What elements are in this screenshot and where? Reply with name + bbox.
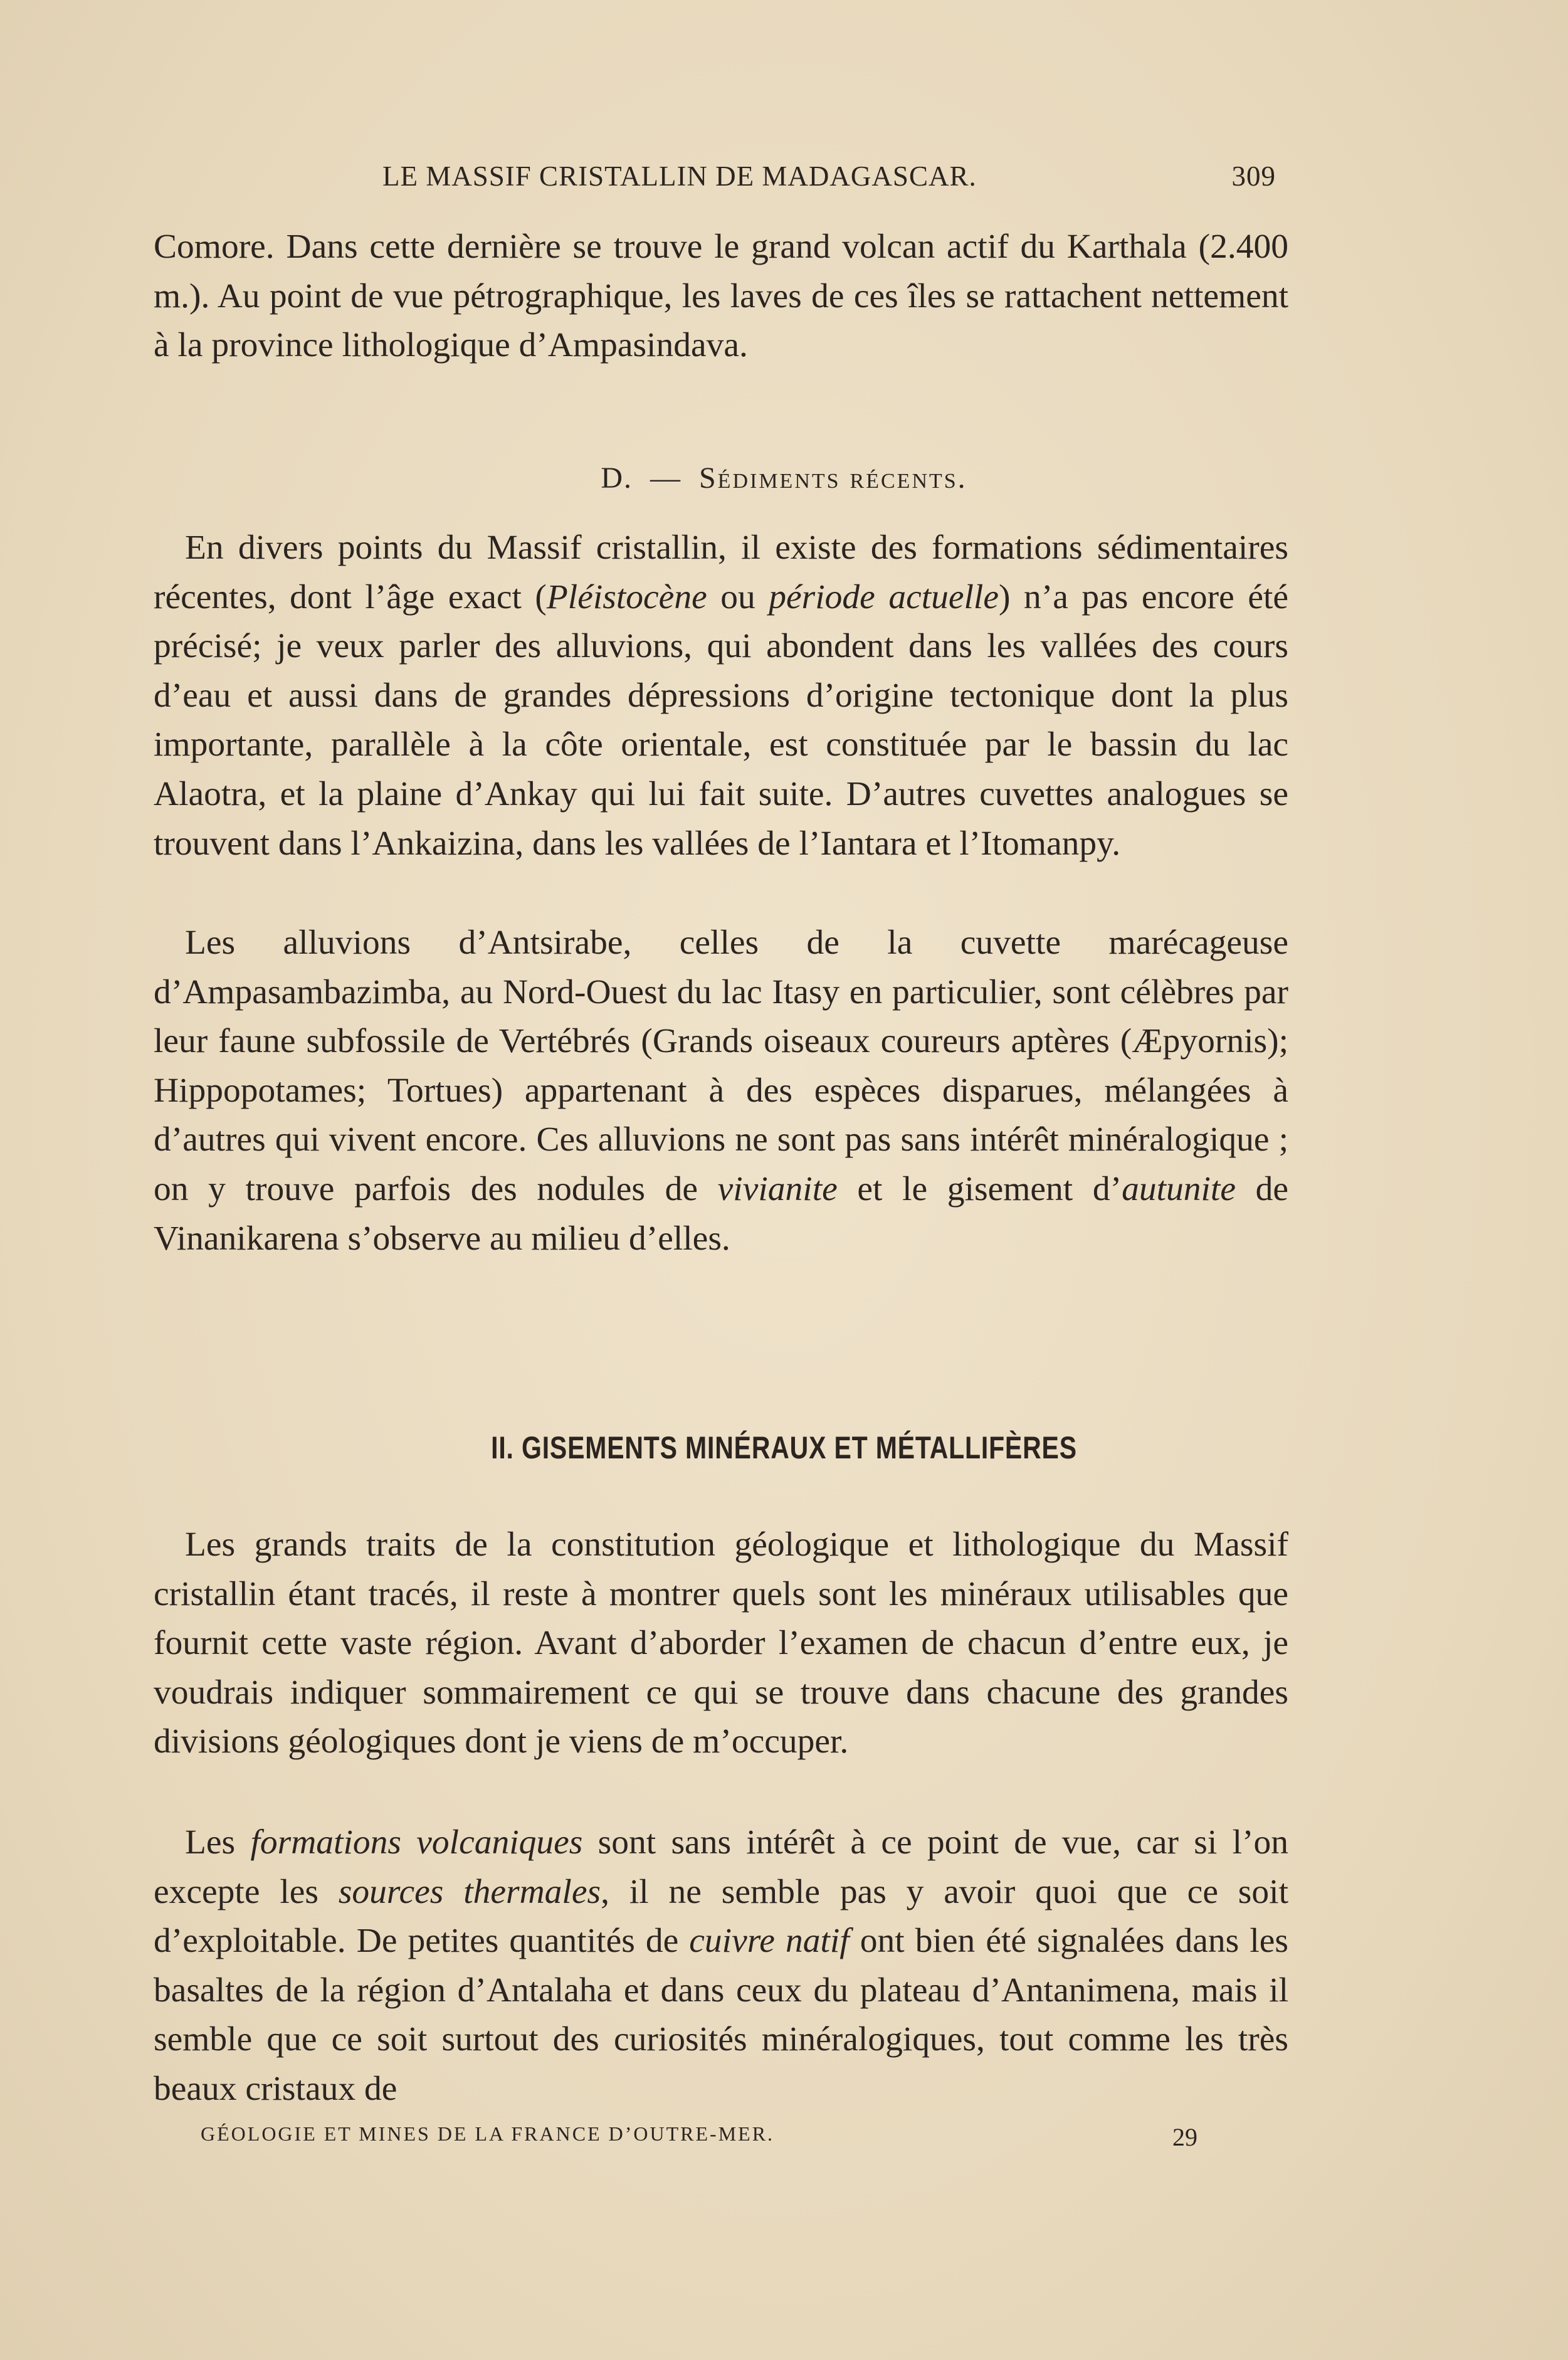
italic-term: vivianite (717, 1169, 838, 1208)
footer (201, 2122, 1197, 2154)
italic-term: formations volcaniques (250, 1823, 583, 1862)
italic-term: période actuelle (769, 577, 999, 616)
text-segment: ont bien été signalées dans les basaltes de la région d’Antalaha et dans ceux du plateau d’Antanimena, mais il semble que ce soit surtout des curiosités minéralogiques, tout comme les très beaux cristaux de (154, 1922, 1288, 2108)
paragraph-text: Les grands traits de la constitution géologique et lithologique du Massif cristallin étant tracés, il reste à montrer quels sont les minéraux utilisables que fournit cette vaste région. Avant d’aborder l’examen de chacun d’entre eux, je voudrais indiquer sommairement ce qui se trouve dans chacune des grandes divisions géologiques dont je viens de m’occuper. (154, 1525, 1288, 1761)
paragraph-volcaniques (154, 1818, 1288, 2114)
running-title: LE MASSIF CRISTALLIN DE MADAGASCAR. (382, 161, 977, 192)
italic-term: Pléistocène (546, 577, 707, 616)
paragraph-text: Comore. Dans cette dernière se trouve le grand volcan actif du Karthala (2.400 m.). Au point de vue pétrographique, les laves de ces îles se rattachent nettement à la province lithologique d’Ampasindava. (154, 228, 1288, 365)
page-number: 309 (1231, 161, 1276, 192)
text-segment: sont sans intérêt à ce point de vue, car si l’on excepte les (154, 1823, 1288, 1911)
text-segment: , il ne semble pas y avoir quoi que ce soit d’exploitable. De petites quantités de (154, 1872, 1288, 1961)
text-segment: En divers points du Massif cristallin, il existe des formations sédimentaires récentes, dont l’âge exact ( (154, 529, 1288, 616)
section-heading-d (0, 461, 1568, 495)
text-segment: ou (707, 577, 769, 616)
italic-term: cuivre natif (689, 1922, 850, 1961)
paragraph-sediments (154, 524, 1288, 868)
section-dash: — (650, 461, 681, 495)
italic-term: autunite (1122, 1169, 1236, 1208)
text-segment: Les alluvions d’Antsirabe, celles de la cuvette marécageuse d’Ampasambazimba, au Nord-Ouest du lac Itasy en particulier, sont célèbres par leur faune subfossile de Vertébrés (Grands oiseaux coureurs aptères (Æpyornis); Hippopotames; Tortues) appartenant à des espèces disparues, mélangées à d’autres qui vivent encore. Ces alluvions ne sont pas sans intérêt minéralogique ; on y trouve parfois des nodules de (154, 924, 1288, 1208)
paragraph-alluvions (154, 919, 1288, 1263)
text-segment: de Vinanikarena s’observe au milieu d’elles. (154, 1169, 1288, 1258)
text-segment: Les (185, 1823, 251, 1862)
signature-mark: 29 (1172, 2123, 1197, 2151)
paragraph-comore (154, 223, 1288, 371)
text-segment: ) n’a pas encore été précisé; je veux parler des alluvions, qui abondent dans les vallées des cours d’eau et aussi dans de grandes dépressions d’origine tectonique dont la plus importante, parallèle à la côte orientale, est constituée par le bassin du lac Alaotra, et la plaine d’Ankay qui lui fait suite. D’autres cuvettes analogues se trouvent dans l’Ankaizina, dans les vallées de l’Iantara et l’Itomanpy. (154, 577, 1289, 863)
footer-journal-title: GÉOLOGIE ET MINES DE LA FRANCE D’OUTRE-MER. (201, 2122, 775, 2145)
italic-term: sources thermales (338, 1872, 601, 1911)
section-letter: D. (601, 461, 633, 495)
paragraph-gisements (154, 1520, 1288, 1767)
running-head (154, 160, 1276, 198)
text-segment: et le gisement d’ (837, 1169, 1122, 1208)
section-title: Sédiments récents. (698, 461, 967, 495)
section-heading-ii: II. GISEMENTS MINÉRAUX ET MÉTALLIFÈRES (491, 1430, 1077, 1465)
